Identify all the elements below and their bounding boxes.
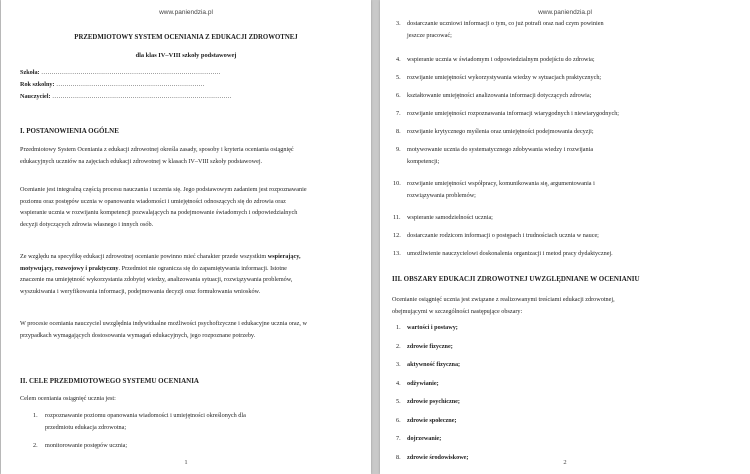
page-2: [380, 0, 750, 474]
list-item-line: rozwiązywania problemów;: [407, 191, 476, 199]
list-number: 3.: [396, 361, 401, 368]
paragraph-3: [20, 251, 310, 297]
list-item-goal-4: [407, 54, 707, 66]
list-item-goal-10: [407, 178, 707, 201]
list-item-goal-9: [407, 144, 707, 167]
list-number: 13.: [393, 250, 401, 257]
list-item-area: zdrowie psychiczne;: [407, 398, 460, 405]
list-item-area: odżywianie;: [407, 379, 439, 387]
list-item-goal-3: [407, 18, 707, 41]
document-title: PRZEDMIOTOWY SYSTEM OCENIANIA Z EDUKACJI ZDROWOTNEJ: [74, 34, 298, 41]
list-item-goal-6: [407, 90, 707, 102]
page-number-2: 2: [563, 459, 567, 466]
section-heading-3: III. OBSZARY EDUKACJI ZDROWOTNEJ UWZGLĘDNIANE W OCENIANIU: [392, 275, 640, 283]
list-item-area: dojrzewanie;: [407, 435, 442, 442]
list-item-line: przedmiotu edukacja zdrowotna;: [45, 423, 127, 431]
list-item-line: motywowanie ucznia do systematycznego zdobywania wiedzy i rozwijania: [407, 146, 594, 153]
field-dots: ………………………………………………………………: [56, 81, 205, 88]
field-teacher: [20, 91, 232, 103]
list-item-goal-13: [407, 248, 707, 260]
list-number: 1.: [396, 324, 401, 331]
list-number: 8.: [396, 453, 401, 461]
paragraph-3-bold: wspierający, motywujący, rozwojowy i praktyczny: [20, 253, 301, 272]
list-number: 2.: [396, 342, 401, 350]
list-item-area: wartości i postawy;: [407, 324, 458, 331]
list-number: 5.: [396, 74, 401, 81]
page-header-url: www.paniendzia.pl: [538, 9, 592, 16]
list-item-goal-7: [407, 108, 707, 120]
document-subtitle: dla klas IV–VIII szkoły podstawowej: [135, 52, 237, 59]
page-number-1: 1: [184, 459, 188, 466]
list-item-area: aktywność fizyczna;: [407, 361, 461, 368]
list-number: 3.: [396, 20, 401, 27]
list-item-goal-8: [407, 126, 707, 138]
list-item-line: rozwijanie umiejętności wykorzystywania wiedzy w sytuacjach praktycznych;: [407, 74, 602, 81]
list-item-line: dostarczanie uczniowi informacji o tym, co już potrafi oraz nad czym powinien: [407, 20, 604, 27]
field-label: Szkoła:: [20, 69, 40, 76]
paragraph-line: obejmującymi w szczególności następujące obszary:: [392, 307, 523, 315]
list-number: 4.: [396, 56, 401, 63]
list-number: 7.: [396, 110, 401, 117]
list-number: 10.: [393, 180, 401, 187]
paragraph-areas-intro: [392, 294, 692, 317]
paragraph-line: Ocenianie osiągnięć ucznia jest związane z realizowanymi treściami edukacji zdrowotnej,: [392, 296, 615, 303]
field-school-year: [20, 79, 205, 91]
section-heading-1: I. POSTANOWIENIA OGÓLNE: [20, 127, 119, 135]
paragraph-1: Przedmiotowy System Oceniania z edukacji zdrowotnej określa zasady, sposoby i kryteria oceniania osiągnięć edukacyjnych uczniów na zajęciach edukacji zdrowotnej w klasach IV–VIII szkoły podstawowej.: [20, 146, 294, 165]
list-item-area: zdrowie środowiskowe;: [407, 453, 469, 461]
list-number: 12.: [393, 232, 401, 239]
goals-intro: Celem oceniania osiągnięć ucznia jest:: [20, 395, 116, 402]
page-1: [1, 0, 371, 474]
list-number: 9.: [396, 146, 401, 153]
list-item-line: rozpoznawanie poziomu opanowania wiadomości i umiejętności określonych dla: [45, 412, 246, 419]
list-item-line: kształtowanie umiejętności analizowania informacji dotyczących zdrowia;: [407, 92, 592, 99]
list-item-line: dostarczanie rodzicom informacji o postępach i trudnościach ucznia w nauce;: [407, 232, 599, 239]
field-dots: ……………………………………………………………………………: [52, 93, 232, 100]
list-item-line: umożliwienie nauczycielowi doskonalenia organizacji i metod pracy dydaktycznej.: [407, 250, 613, 257]
list-number: 5.: [396, 398, 401, 405]
list-item-goal-5: [407, 72, 707, 84]
list-number: 11.: [393, 214, 401, 221]
list-item-line: jeszcze pracować;: [407, 31, 452, 39]
list-number: 6.: [396, 416, 401, 424]
paragraph-3-text-a: Ze względu na specyfikę edukacji zdrowotnej ocenianie powinno mieć charakter przede wszystkim: [20, 253, 268, 260]
list-item-line: rozwijanie umiejętności współpracy, komunikowania się, argumentowania i: [407, 180, 595, 187]
list-number: 7.: [396, 435, 401, 442]
paragraph-4: W procesie oceniania nauczyciel uwzględnia indywidualne możliwości psychofizyczne i edukacyjne ucznia oraz, w przypadkach wymagających dostosowania wymagań edukacyjnych, jego rozpoznane potrzeby.: [20, 320, 307, 339]
list-number: 2.: [33, 442, 38, 449]
section-heading-2: II. CELE PRZEDMIOTOWEGO SYSTEMU OCENIANIA: [20, 377, 199, 385]
list-number: 8.: [396, 128, 401, 135]
field-label: Rok szkolny:: [20, 81, 55, 88]
list-number: 6.: [396, 92, 401, 99]
list-number: 4.: [396, 379, 401, 387]
list-item-goal-1: [45, 410, 315, 433]
list-item-line: rozwijanie krytycznego myślenia oraz umiejętności podejmowania decyzji;: [407, 128, 594, 135]
list-item-line: rozwijanie umiejętności rozpoznawania informacji wiarygodnych i niewiarygodnych;: [407, 110, 620, 117]
list-item-area: zdrowie społeczne;: [407, 416, 457, 424]
field-school: [20, 67, 221, 79]
list-number: 1.: [33, 412, 38, 419]
field-dots: ……………………………………………………………………………: [41, 69, 221, 76]
paragraph-2: Ocenianie jest integralną częścią procesu nauczania i uczenia się. Jego podstawowym zadaniem jest rozpoznawanie poziomu oraz postępów ucznia w opanowaniu wiadomości i umiejętności odnoszących się do zdrowia oraz wspieranie ucznia w rozwijaniu kompetencji pozwalających na podejmowanie świadomych i odpowiedzialnych decyzji dotyczących zdrowia własnego i innych osób.: [20, 186, 307, 228]
list-item-line: kompetencji;: [407, 157, 440, 165]
list-item-goal-12: [407, 230, 707, 242]
list-item-line: wspieranie ucznia w świadomym i odpowiedzialnym podejściu do zdrowia;: [407, 56, 595, 63]
list-item-goal-11: [407, 212, 707, 224]
list-item-line: wspieranie samodzielności ucznia;: [407, 214, 493, 221]
field-label: Nauczyciel:: [20, 93, 51, 100]
paragraph-3-text-b: . Przedmiot nie ogranicza się do zapamiętywania informacji. Istotne znaczenie ma umiejętność wykorzystania zdobytej wiedzy, analizowania sytuacji, rozwiązywania problemów, wyszukiwania i weryfikowania informacji, podejmowania decyzji oraz formułowania wniosków.: [20, 264, 293, 295]
list-item-area: zdrowie fizyczne;: [407, 342, 453, 350]
page-header-url: www.paniendzia.pl: [159, 9, 213, 16]
list-item-goal-2: monitorowanie postępów ucznia;: [45, 442, 128, 449]
